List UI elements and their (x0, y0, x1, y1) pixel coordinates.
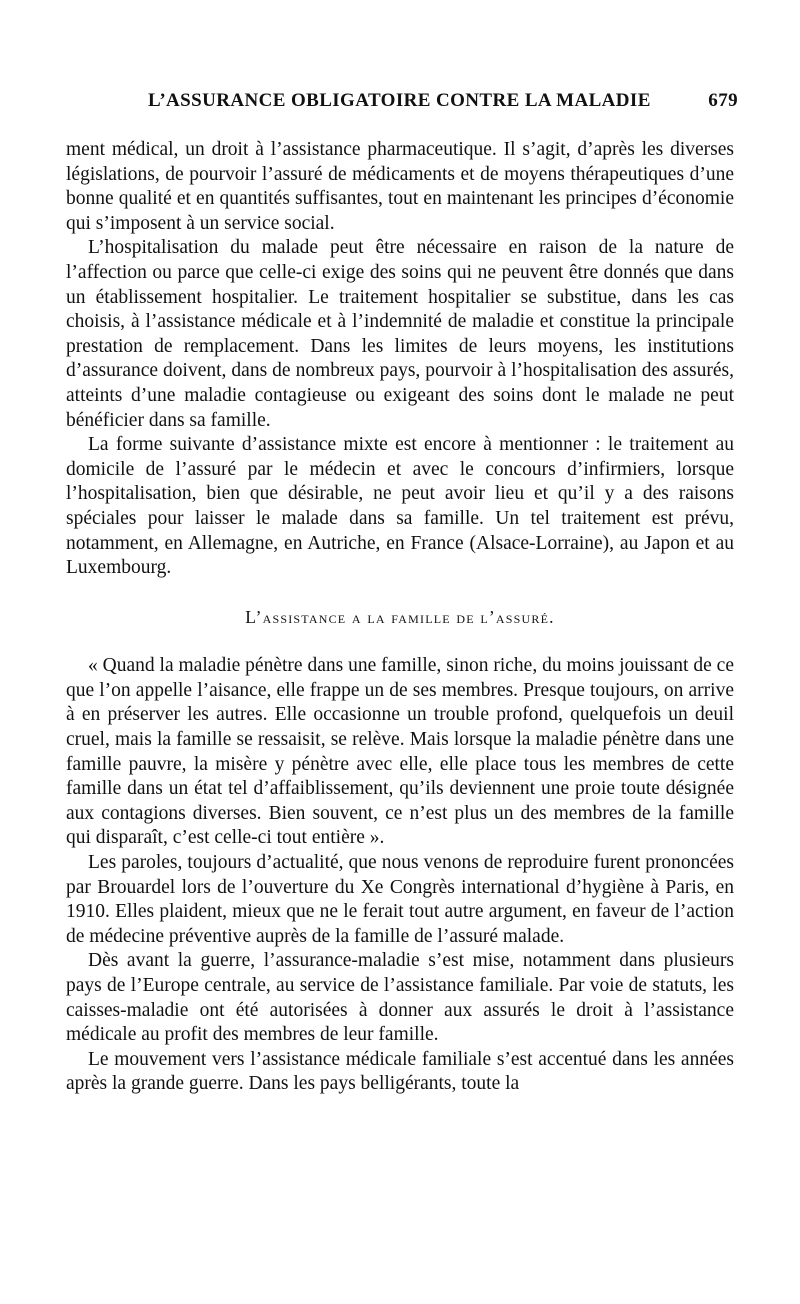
paragraph-before-war: Dès avant la guerre, l’assurance-maladie s’est mise, notamment dans plusieurs pays de l’Europe centrale, au service de l’assistance familiale. Par voie de statuts, les caisses-maladie ont été autorisées à donner aux assurés le droit à l’assistance médicale au profit des membres de leur famille. (66, 950, 734, 1046)
running-title: L’ASSURANCE OBLIGATOIRE CONTRE LA MALADIE (148, 90, 651, 111)
paragraph-brouardel: Les paroles, toujours d’actualité, que nous venons de reproduire furent prononcées par Brouardel lors de l’ouverture du Xe Congrès international d’hygiène à Paris, en 1910. Elles plaident, mieux que ne le ferait tout autre argument, en faveur de l’action de médecine préventive auprès de la famille de l’assuré malade. (66, 852, 734, 947)
section-heading: L’assistance a la famille de l’assuré. (245, 606, 555, 627)
paragraph-pharmaceutical-assistance: ment médical, un droit à l’assistance pharmaceutique. Il s’agit, d’après les diverses législations, de pourvoir l’assuré de médicaments et de moyens thérapeutiques d’une bonne qualité et en quantités suffisantes, tout en maintenant les principes d’économie qui s’imposent à un service social. (66, 139, 734, 234)
paragraph-hospitalisation: L’hospitalisation du malade peut être nécessaire en raison de la nature de l’affection ou parce que celle-ci exige des soins qui ne peuvent être donnés que dans un établissement hospitalier. Le traitement hospitalier se substitue, dans les cas choisis, à l’assistance médicale et à l’indemnité de maladie et constitue la principale prestation de remplacement. Dans les limites de leurs moyens, les institutions d’assurance doivent, dans de nombreux pays, pourvoir à l’hospitalisation des assurés, atteints d’une maladie contagieuse ou exigeant des soins dont le malade ne peut bénéficier dans sa famille. (66, 237, 734, 431)
body-text (66, 138, 734, 1097)
page-number: 679 (708, 90, 738, 111)
paragraph-quote: « Quand la maladie pénètre dans une famille, sinon riche, du moins jouissant de ce que l’on appelle l’aisance, elle frappe un de ses membres. Presque toujours, on arrive à en préserver les autres. Elle occasionne un trouble profond, quelquefois un deuil cruel, mais la famille se ressaisit, se relève. Mais lorsque la maladie pénètre dans une famille pauvre, la misère y pénètre avec elle, elle place tous les membres de cette famille dans un état tel d’affaiblissement, qu’ils deviennent une proie toute désignée aux contagions diverses. Bien souvent, ce n’est plus un des membres de la famille qui disparaît, c’est celle-ci tout entière ». (66, 655, 734, 849)
paragraph-movement: Le mouvement vers l’assistance médicale familiale s’est accentué dans les années après la grande guerre. Dans les pays belligérants, toute la (66, 1048, 734, 1095)
paragraph-home-treatment: La forme suivante d’assistance mixte est encore à mentionner : le traitement au domicile de l’assuré par le médecin et avec le concours d’infirmiers, lorsque l’hospitalisation, bien que désirable, ne peut avoir lieu et qu’il y a des raisons spéciales pour laisser le malade dans sa famille. Un tel traitement est prévu, notamment, en Allemagne, en Autriche, en France (Alsace-Lorraine), au Japon et au Luxembourg. (66, 434, 734, 579)
running-header (148, 90, 738, 116)
